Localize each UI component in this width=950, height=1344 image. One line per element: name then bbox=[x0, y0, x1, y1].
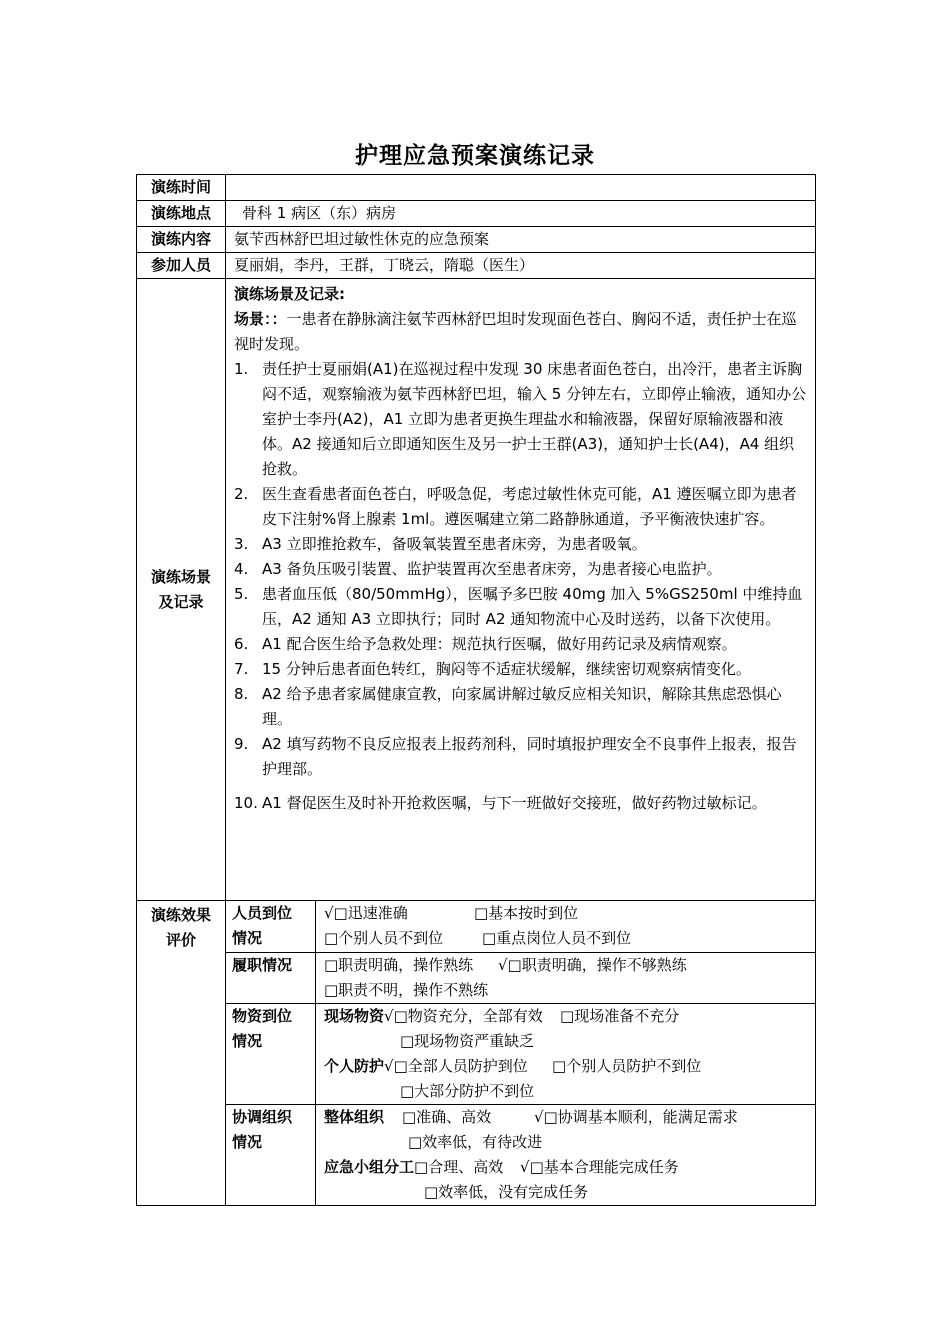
steps-list bbox=[234, 357, 807, 816]
checkbox-option: □效率低，没有完成任务 bbox=[424, 1183, 589, 1201]
list-item: 8. A2 给予患者家属健康宣教，向家属讲解过敏反应相关知识，解除其焦虑恐惧心理。 bbox=[234, 685, 782, 728]
list-item: 2. 医生查看患者面色苍白，呼吸急促，考虑过敏性休克可能，A1 遵医嘱立即为患者皮下注射%肾上腺素 1ml。遵医嘱建立第二路静脉通道，予平衡液快速扩容。 bbox=[234, 485, 797, 528]
checkbox-option: □大部分防护不到位 bbox=[400, 1082, 535, 1100]
checkbox-option: √□全部人员防护到位 bbox=[384, 1057, 528, 1075]
content-label: 演练内容 bbox=[137, 227, 226, 253]
place-value: 骨科 1 病区（东）病房 bbox=[226, 201, 816, 227]
checkbox-option: √□迅速准确 bbox=[324, 904, 408, 922]
checkbox-option: √□协调基本顺利，能满足需求 bbox=[534, 1108, 738, 1126]
coordination-options bbox=[316, 1105, 816, 1206]
list-item: 10. A1 督促医生及时补开抢救医嘱，与下一班做好交接班，做好药物过敏标记。 bbox=[234, 794, 767, 812]
checkbox-option: □基本按时到位 bbox=[474, 904, 579, 922]
checkbox-option: □现场物资严重缺乏 bbox=[400, 1032, 535, 1050]
checkbox-option: □合理、高效 bbox=[414, 1158, 504, 1176]
overall-organization-label: 整体组织 bbox=[324, 1108, 385, 1126]
time-value bbox=[226, 175, 816, 201]
arrival-label: 人员到位 情况 bbox=[226, 901, 316, 953]
list-item: 1. 责任护士夏丽娟(A1)在巡视过程中发现 30 床患者面色苍白，出冷汗，患者主诉胸闷不适，观察输液为氨苄西林舒巴坦，输入 5 分钟左右，立即停止输液，通知办公室护士李丹(A2)，A1 立即为患者更换生理盐水和输液器，保留好原输液器和液体。A2 接通知后立即通知医生及另一护士王群(A3)，通知护士长(A4)，A4 组织抢救。 bbox=[234, 360, 807, 478]
coordination-label: 协调组织 情况 bbox=[226, 1105, 316, 1206]
scenario-record bbox=[226, 279, 816, 901]
materials-label: 物资到位 情况 bbox=[226, 1004, 316, 1105]
people-value: 夏丽娟，李丹，王群，丁晓云，隋聪（医生） bbox=[226, 253, 816, 279]
evaluation-label: 演练效果 评价 bbox=[137, 901, 226, 1206]
list-item: 6. A1 配合医生给予急救处理：规范执行医嘱，做好用药记录及病情观察。 bbox=[234, 635, 737, 653]
scenario-label: 演练场景 及记录 bbox=[137, 279, 226, 901]
arrival-options bbox=[316, 901, 816, 953]
checkbox-option: □职责不明，操作不熟练 bbox=[324, 981, 489, 999]
onsite-materials-label: 现场物资 bbox=[324, 1007, 385, 1025]
list-item: 3. A3 立即推抢救车，备吸氧装置至患者床旁，为患者吸氧。 bbox=[234, 535, 647, 553]
content-value: 氨苄西林舒巴坦过敏性休克的应急预案 bbox=[226, 227, 816, 253]
checkbox-option: □准确、高效 bbox=[402, 1108, 492, 1126]
list-item: 7. 15 分钟后患者面色转红，胸闷等不适症状缓解，继续密切观察病情变化。 bbox=[234, 660, 751, 678]
list-item: 4. A3 备负压吸引装置、监护装置再次至患者床旁，为患者接心电监护。 bbox=[234, 560, 722, 578]
checkbox-option: □重点岗位人员不到位 bbox=[482, 929, 632, 947]
place-label: 演练地点 bbox=[137, 201, 226, 227]
scene-description: 场景：：一患者在静脉滴注氨苄西林舒巴坦时发现面色苍白、胸闷不适，责任护士在巡视时发现。 bbox=[234, 310, 797, 353]
checkbox-option: √□物资充分，全部有效 bbox=[384, 1007, 543, 1025]
materials-options bbox=[316, 1004, 816, 1105]
team-division-label: 应急小组分工 bbox=[324, 1158, 415, 1176]
time-label: 演练时间 bbox=[137, 175, 226, 201]
list-item: 5. 患者血压低（80/50mmHg），医嘱予多巴胺 40mg 加入 5%GS250ml 中维持血压，A2 通知 A3 立即执行；同时 A2 通知物流中心及时送药，以备下次使用。 bbox=[234, 585, 803, 628]
checkbox-option: □职责明确，操作熟练 bbox=[324, 956, 474, 974]
drill-record-table bbox=[136, 174, 816, 1206]
duty-label: 履职情况 bbox=[226, 953, 316, 1004]
list-item: 9. A2 填写药物不良反应报表上报药剂科，同时填报护理安全不良事件上报表，报告护理部。 bbox=[234, 735, 797, 778]
page-title: 护理应急预案演练记录 bbox=[355, 143, 595, 169]
checkbox-option: √□基本合理能完成任务 bbox=[520, 1158, 679, 1176]
checkbox-option: □现场准备不充分 bbox=[560, 1007, 680, 1025]
duty-options bbox=[316, 953, 816, 1004]
checkbox-option: □个别人员不到位 bbox=[324, 929, 444, 947]
people-label: 参加人员 bbox=[137, 253, 226, 279]
checkbox-option: □个别人员防护不到位 bbox=[552, 1057, 702, 1075]
scenario-heading: 演练场景及记录: bbox=[234, 285, 345, 303]
checkbox-option: √□职责明确，操作不够熟练 bbox=[498, 956, 687, 974]
checkbox-option: □效率低，有待改进 bbox=[408, 1133, 543, 1151]
personal-protection-label: 个人防护 bbox=[324, 1057, 385, 1075]
